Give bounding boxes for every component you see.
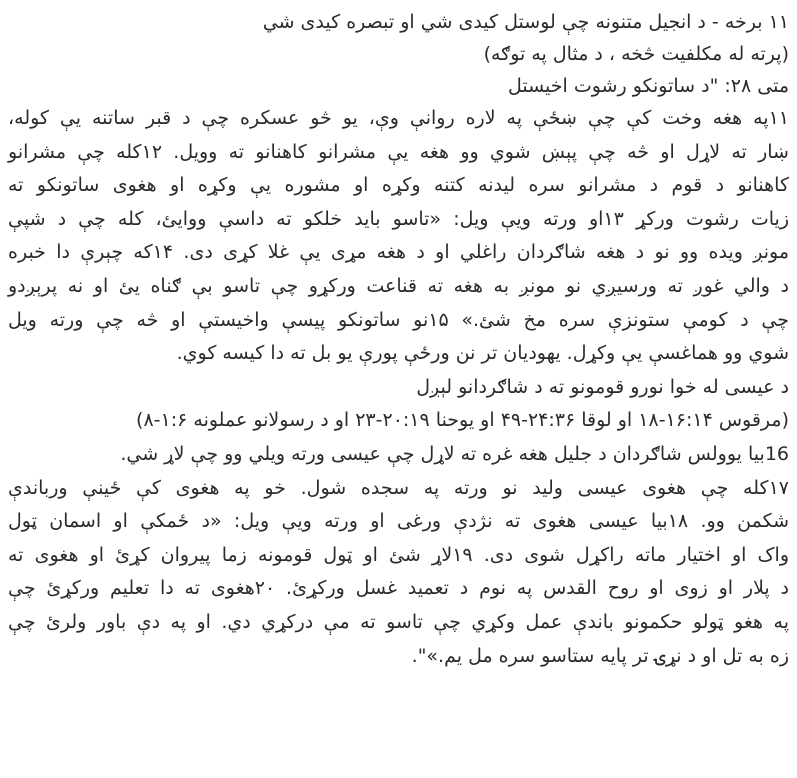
section-title: د عيسی له خوا نورو قومونو ته د شاګردانو لېږل <box>416 375 789 398</box>
great-commission-paragraph <box>8 438 789 673</box>
text-line: واک او اختيار ماته راکړل شوی دی. ۱۹لاړ شئ او ټول قومونه زما پيروان کړئ او هغوی ته <box>8 543 789 566</box>
text-line: د والي غوږ ته ورسيږي نو مونږ به هغه ته قناعت ورکړو چې تاسو بې ګناه يئ او نه پرېږدو <box>8 274 789 297</box>
heading-line: متی ۲۸: "د ساتونکو رشوت اخيستل <box>507 75 789 97</box>
heading-line: (پرته له مکلفيت څخه ، د مثال په توګه) <box>483 43 789 65</box>
text-line: د پلار او زوی او روح القدس په نوم د تعميد غسل ورکړئ. ۲۰هغوی ته دا تعليم ورکړئ چې <box>8 577 789 600</box>
section-heading <box>8 371 789 438</box>
text-line: په هغو ټولو حکمونو باندې عمل وکړي چې تاسو ته مې درکړي دي. او په دې باور ولرئ چې <box>8 610 789 633</box>
text-line: 16بيا يوولس شاګردان د جليل هغه غره ته لاړل چې عيسی ورته ويلي وو چې لاړ شي. <box>120 442 789 465</box>
section-references: (مرقوس ۱۶:۱۴-۱۸ او لوقا ۲۴:۳۶-۴۹ او يوحنا ۲۰:۱۹-۲۳ او د رسولانو عملونه ۱:۶-۸) <box>136 409 789 432</box>
text-line: شوي وو هماغسې يې وکړل. يهوديان تر نن ورځې پورې يو بل ته دا کيسه کوي. <box>176 342 789 365</box>
text-line: شکمن وو. ۱۸بيا عيسی هغوی ته نژدې ورغی او ورته ويې ويل: «د ځمکې او اسمان ټول <box>8 510 789 533</box>
text-line: ۱۷کله چې هغوی عيسی وليد نو ورته په سجده شول. خو په هغوی کې ځينې ورباندې <box>8 476 789 499</box>
text-line: ۱۱په هغه وخت کې چې ښځې په لاره روانې وې، يو څو عسکره چې د قبر ساتنه يې کوله، <box>8 107 789 129</box>
text-line: زيات رشوت ورکړ ۱۳او ورته ويې ويل: «تاسو بايد خلکو ته داسې ووايئ، کله چې د شپې <box>8 207 789 230</box>
text-line: کاهنانو د قوم د مشرانو سره ليدنه کتنه وکړه او مشوره يې وکړه او هغوی ساتونکو ته <box>8 174 789 197</box>
guards-bribed-paragraph <box>8 102 789 371</box>
text-line: مونږ ويده وو نو د هغه شاګردان راغلي او د هغه مړی يې غلا کړی دی. ۱۴که چېرې دا خبره <box>8 241 789 264</box>
text-line: زه به تل او د نړۍ تر پايه ستاسو سره مل يم.»". <box>411 644 789 667</box>
heading-line: ۱۱ برخه - د انجيل متنونه چې لوستل کيدی شي او تبصره کيدی شي <box>262 11 789 33</box>
text-line: چې د کومې ستونزې سره مخ شئ.» ۱۵نو ساتونکو پيسې واخيستې او څه چې ورته ويل <box>8 308 789 331</box>
text-line: ښار ته لاړل او څه چې پېښ شوي وو هغه يې مشرانو کاهنانو ته وويل. ۱۲کله چې مشرانو <box>8 140 789 163</box>
chapter-heading <box>8 6 789 102</box>
